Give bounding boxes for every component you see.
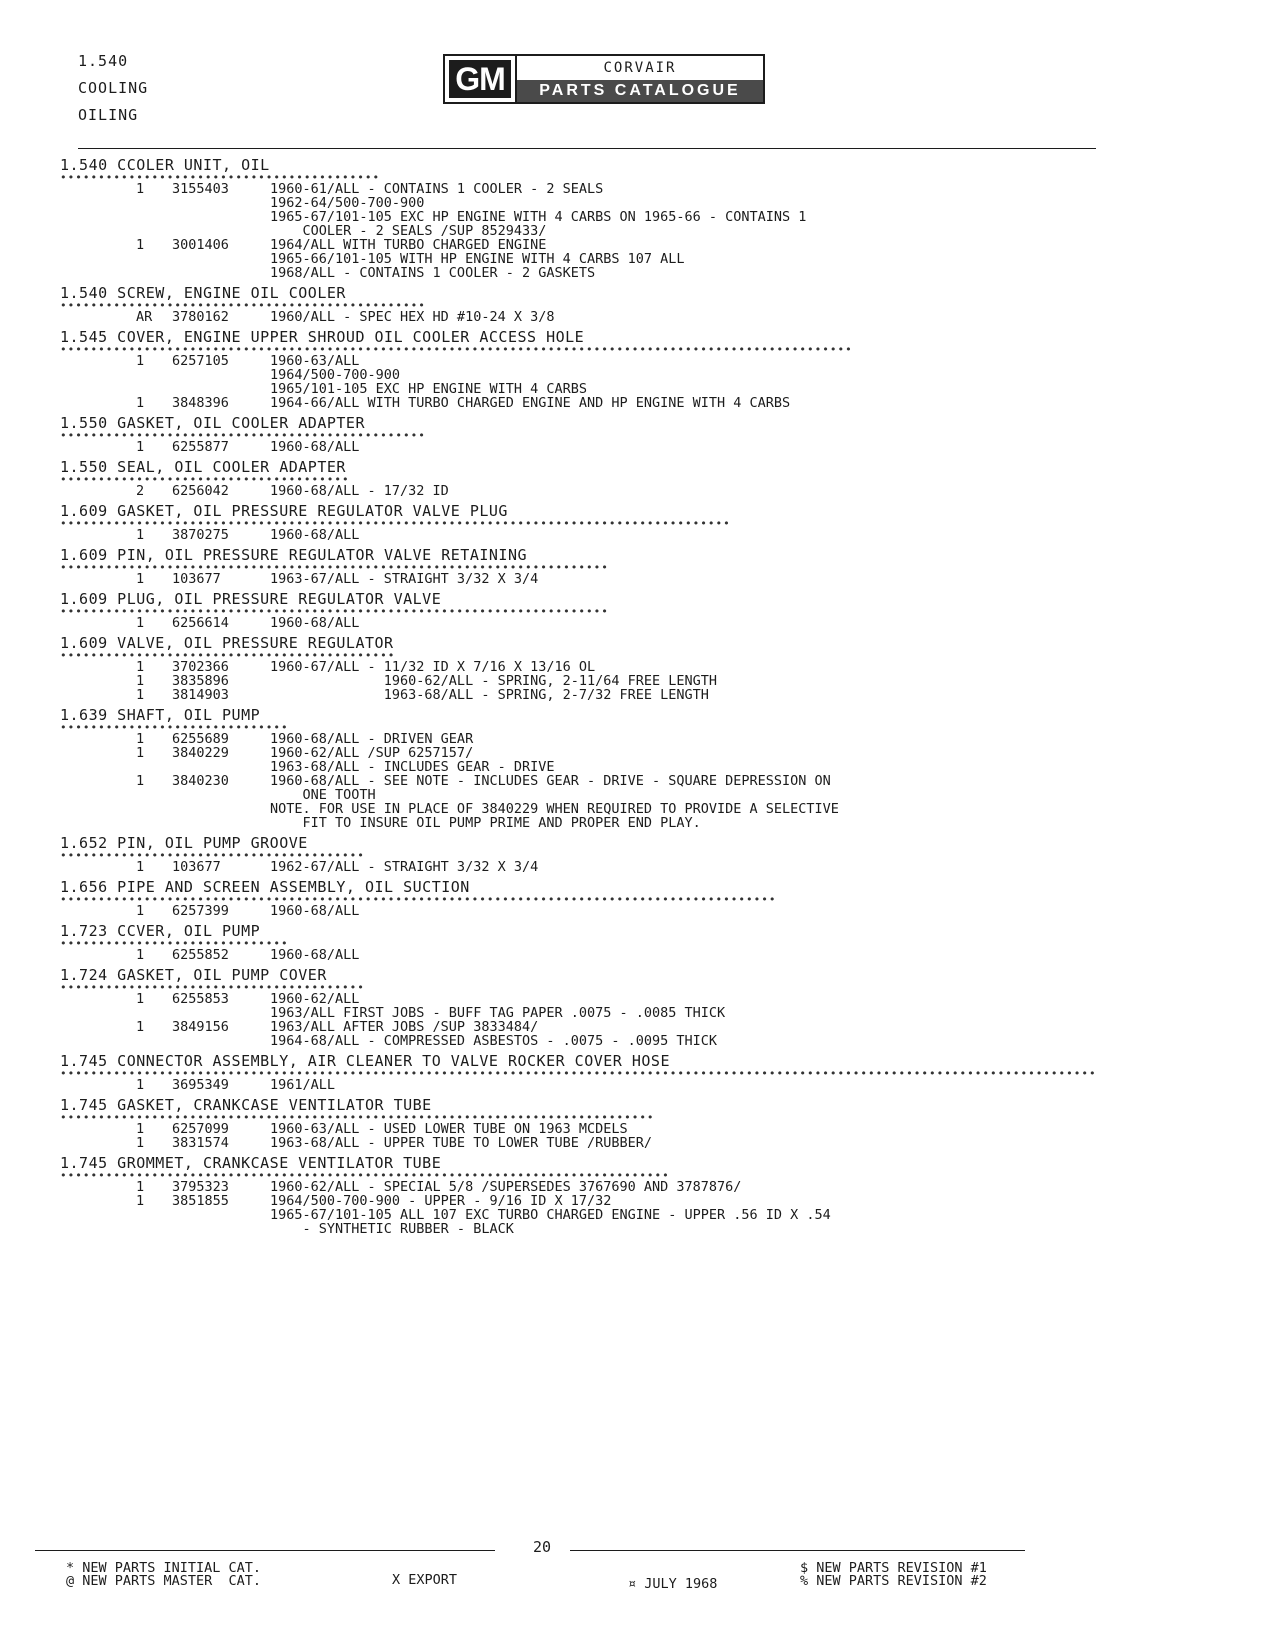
part-quantity: 1 bbox=[136, 903, 145, 919]
dot-leader: •••••••••••••••••••••••••••••••••••••••••• bbox=[60, 174, 381, 182]
page-number: 20 bbox=[533, 1538, 552, 1556]
part-description: COOLER - 2 SEALS /SUP 8529433/ bbox=[270, 223, 547, 239]
section-title: 1.723 CCVER, OIL PUMP bbox=[60, 922, 261, 940]
section-title: 1.652 PIN, OIL PUMP GROOVE bbox=[60, 834, 308, 852]
part-description: NOTE. FOR USE IN PLACE OF 3840229 WHEN REQUIRED TO PROVIDE A SELECTIVE bbox=[270, 801, 839, 817]
dot-leader: •••••••••••••••••••••••••••••• bbox=[60, 940, 289, 948]
part-entry bbox=[60, 368, 1100, 382]
part-number: 3849156 bbox=[172, 1019, 229, 1035]
part-description: FIT TO INSURE OIL PUMP PRIME AND PROPER END PLAY. bbox=[270, 815, 701, 831]
parts-section bbox=[60, 546, 1100, 586]
part-description: 1960-68/ALL - DRIVEN GEAR bbox=[270, 731, 474, 747]
dot-leader: •••••••••••••••••••••••••••••••••••••••••••• bbox=[60, 652, 396, 660]
section-title: 1.540 CCOLER UNIT, OIL bbox=[60, 156, 270, 174]
part-quantity: 1 bbox=[136, 181, 145, 197]
header-group-oiling: OILING bbox=[78, 106, 139, 124]
part-entry bbox=[60, 354, 1100, 368]
part-entry bbox=[60, 688, 1100, 702]
part-number: 3814903 bbox=[172, 687, 229, 703]
part-number: 6255852 bbox=[172, 947, 229, 963]
section-title: 1.639 SHAFT, OIL PUMP bbox=[60, 706, 261, 724]
part-quantity: 1 bbox=[136, 859, 145, 875]
catalogue-title-box bbox=[517, 54, 765, 104]
part-quantity: 1 bbox=[136, 353, 145, 369]
part-entry bbox=[60, 816, 1100, 830]
parts-section bbox=[60, 1096, 1100, 1150]
part-number: 3840230 bbox=[172, 773, 229, 789]
part-description: 1960-62/ALL - SPECIAL 5/8 /SUPERSEDES 3767690 AND 3787876/ bbox=[270, 1179, 742, 1195]
part-quantity: 1 bbox=[136, 527, 145, 543]
section-title: 1.609 GASKET, OIL PRESSURE REGULATOR VALVE PLUG bbox=[60, 502, 508, 520]
part-entry bbox=[60, 1034, 1100, 1048]
part-entry bbox=[60, 992, 1100, 1006]
legend-revision-2: % NEW PARTS REVISION #2 bbox=[800, 1573, 987, 1589]
catalogue-title: PARTS CATALOGUE bbox=[517, 80, 763, 102]
part-quantity: 1 bbox=[136, 1121, 145, 1137]
brand-title: CORVAIR bbox=[603, 60, 677, 76]
parts-section bbox=[60, 502, 1100, 542]
dot-leader: •••••••••••••••••••••••••••••••••••••• bbox=[60, 476, 350, 484]
part-description: 1962-67/ALL - STRAIGHT 3/32 X 3/4 bbox=[270, 859, 539, 875]
parts-section bbox=[60, 328, 1100, 410]
part-entry bbox=[60, 802, 1100, 816]
part-number: 3001406 bbox=[172, 237, 229, 253]
part-entry bbox=[60, 1122, 1100, 1136]
dot-leader: •••••••••••••••••••••••••••••••••••••••••••••••••••••••••••••••••••••••••••••••• bbox=[60, 1172, 670, 1180]
part-description: 1963-67/ALL - STRAIGHT 3/32 X 3/4 bbox=[270, 571, 539, 587]
part-entry bbox=[60, 616, 1100, 630]
part-entry bbox=[60, 732, 1100, 746]
part-number: 3155403 bbox=[172, 181, 229, 197]
part-quantity: 1 bbox=[136, 237, 145, 253]
part-number: 6256042 bbox=[172, 483, 229, 499]
part-entry bbox=[60, 382, 1100, 396]
part-entry bbox=[60, 774, 1100, 788]
part-entry bbox=[60, 1194, 1100, 1208]
parts-section bbox=[60, 834, 1100, 874]
part-quantity: 1 bbox=[136, 687, 145, 703]
part-quantity: 2 bbox=[136, 483, 145, 499]
part-description: 1964/500-700-900 bbox=[270, 367, 401, 383]
header-divider bbox=[78, 148, 1096, 149]
part-entry bbox=[60, 860, 1100, 874]
part-quantity: 1 bbox=[136, 439, 145, 455]
parts-section bbox=[60, 156, 1100, 280]
dot-leader: •••••••••••••••••••••••••••••••••••••••••••••••••••••••••••••••••••••••••••••••••••••••• bbox=[60, 520, 731, 528]
part-quantity: 1 bbox=[136, 947, 145, 963]
part-entry bbox=[60, 266, 1100, 280]
part-number: 6257105 bbox=[172, 353, 229, 369]
part-entry bbox=[60, 948, 1100, 962]
part-description: 1963-68/ALL - SPRING, 2-7/32 FREE LENGTH bbox=[270, 687, 709, 703]
dot-leader: •••••••••••••••••••••••••••••••••••••••••••••••••••••••••••••••••••••••••••••• bbox=[60, 1114, 655, 1122]
part-description: 1960-68/ALL bbox=[270, 527, 360, 543]
part-entry bbox=[60, 572, 1100, 586]
part-entry bbox=[60, 1180, 1100, 1194]
part-number: 6255689 bbox=[172, 731, 229, 747]
part-quantity: 1 bbox=[136, 1193, 145, 1209]
footer-divider-left bbox=[35, 1550, 495, 1551]
part-quantity: 1 bbox=[136, 1135, 145, 1151]
part-description: 1960-63/ALL bbox=[270, 353, 360, 369]
part-entry bbox=[60, 1136, 1100, 1150]
parts-section bbox=[60, 706, 1100, 830]
section-title: 1.545 COVER, ENGINE UPPER SHROUD OIL COOLER ACCESS HOLE bbox=[60, 328, 585, 346]
section-title: 1.540 SCREW, ENGINE OIL COOLER bbox=[60, 284, 346, 302]
header-section-number: 1.540 bbox=[78, 52, 129, 70]
part-number: 3695349 bbox=[172, 1077, 229, 1093]
parts-section bbox=[60, 1154, 1100, 1236]
part-quantity: 1 bbox=[136, 1179, 145, 1195]
part-number: 3831574 bbox=[172, 1135, 229, 1151]
part-number: 3780162 bbox=[172, 309, 229, 325]
header-section-info bbox=[78, 48, 148, 129]
part-description: 1961/ALL bbox=[270, 1077, 336, 1093]
part-number: 3840229 bbox=[172, 745, 229, 761]
part-description: 1960-62/ALL /SUP 6257157/ bbox=[270, 745, 474, 761]
part-quantity: 1 bbox=[136, 773, 145, 789]
part-entry bbox=[60, 196, 1100, 210]
part-number: 6257399 bbox=[172, 903, 229, 919]
part-number: 3795323 bbox=[172, 1179, 229, 1195]
part-entry bbox=[60, 224, 1100, 238]
dot-leader: •••••••••••••••••••••••••••••••••••••••••••••••• bbox=[60, 432, 426, 440]
part-description: 1964-68/ALL - COMPRESSED ASBESTOS - .0075 - .0095 THICK bbox=[270, 1033, 718, 1049]
part-number: 3702366 bbox=[172, 659, 229, 675]
part-description: 1965-67/101-105 EXC HP ENGINE WITH 4 CARBS ON 1965-66 - CONTAINS 1 bbox=[270, 209, 807, 225]
section-title: 1.550 GASKET, OIL COOLER ADAPTER bbox=[60, 414, 365, 432]
part-quantity: 1 bbox=[136, 991, 145, 1007]
part-description: 1965-66/101-105 WITH HP ENGINE WITH 4 CARBS 107 ALL bbox=[270, 251, 685, 267]
part-quantity: 1 bbox=[136, 673, 145, 689]
part-description: 1960-61/ALL - CONTAINS 1 COOLER - 2 SEALS bbox=[270, 181, 604, 197]
legend-export: X EXPORT bbox=[392, 1572, 458, 1588]
dot-leader: •••••••••••••••••••••••••••••••••••••••••••••••••••••••••••••••••••••••••••••••••••••••••••••••••••••••••••••••••••••••••••••••••••••••• bbox=[60, 1070, 1097, 1078]
dot-leader: •••••••••••••••••••••••••••••••••••••••• bbox=[60, 984, 365, 992]
gm-corvair-logo bbox=[443, 54, 765, 104]
part-description: 1960-68/ALL bbox=[270, 615, 360, 631]
part-entry bbox=[60, 1006, 1100, 1020]
part-description: 1963-68/ALL - UPPER TUBE TO LOWER TUBE /RUBBER/ bbox=[270, 1135, 653, 1151]
part-entry bbox=[60, 528, 1100, 542]
part-entry bbox=[60, 760, 1100, 774]
header-group-cooling: COOLING bbox=[78, 79, 149, 97]
part-description: 1960-68/ALL - 17/32 ID bbox=[270, 483, 449, 499]
part-number: 3851855 bbox=[172, 1193, 229, 1209]
parts-section bbox=[60, 922, 1100, 962]
part-entry bbox=[60, 440, 1100, 454]
part-number: 103677 bbox=[172, 859, 221, 875]
dot-leader: •••••••••••••••••••••••••••••••••••••••••••••••• bbox=[60, 302, 426, 310]
part-entry bbox=[60, 746, 1100, 760]
dot-leader: •••••••••••••••••••••••••••••••••••••••••••••••••••••••••••••••••••••••• bbox=[60, 564, 609, 572]
parts-section bbox=[60, 966, 1100, 1048]
part-description: 1963-68/ALL - INCLUDES GEAR - DRIVE bbox=[270, 759, 555, 775]
part-quantity: 1 bbox=[136, 615, 145, 631]
part-entry bbox=[60, 310, 1100, 324]
parts-section bbox=[60, 634, 1100, 702]
section-title: 1.745 CONNECTOR ASSEMBLY, AIR CLEANER TO VALVE ROCKER COVER HOSE bbox=[60, 1052, 670, 1070]
part-entry bbox=[60, 1222, 1100, 1236]
section-title: 1.656 PIPE AND SCREEN ASSEMBLY, OIL SUCTION bbox=[60, 878, 470, 896]
part-entry bbox=[60, 182, 1100, 196]
part-entry bbox=[60, 252, 1100, 266]
part-number: 3848396 bbox=[172, 395, 229, 411]
section-title: 1.745 GASKET, CRANKCASE VENTILATOR TUBE bbox=[60, 1096, 432, 1114]
parts-section bbox=[60, 590, 1100, 630]
dot-leader: •••••••••••••••••••••••••••••••••••••••••••••••••••••••••••••••••••••••• bbox=[60, 608, 609, 616]
part-description: 1960-68/ALL bbox=[270, 947, 360, 963]
legend-revision-1: $ NEW PARTS REVISION #1 bbox=[800, 1560, 987, 1576]
part-number: 103677 bbox=[172, 571, 221, 587]
parts-section bbox=[60, 878, 1100, 918]
parts-section bbox=[60, 1052, 1100, 1092]
parts-section bbox=[60, 414, 1100, 454]
part-entry bbox=[60, 1208, 1100, 1222]
section-title: 1.724 GASKET, OIL PUMP COVER bbox=[60, 966, 327, 984]
part-description: 1960/ALL - SPEC HEX HD #10-24 X 3/8 bbox=[270, 309, 555, 325]
part-description: 1965-67/101-105 ALL 107 EXC TURBO CHARGED ENGINE - UPPER .56 ID X .54 bbox=[270, 1207, 831, 1223]
part-quantity: 1 bbox=[136, 571, 145, 587]
catalogue-date: ¤ JULY 1968 bbox=[628, 1576, 718, 1592]
part-description: 1960-62/ALL bbox=[270, 991, 360, 1007]
part-quantity: 1 bbox=[136, 731, 145, 747]
legend-new-initial: * NEW PARTS INITIAL CAT. bbox=[66, 1560, 262, 1576]
part-description: 1960-63/ALL - USED LOWER TUBE ON 1963 MCDELS bbox=[270, 1121, 628, 1137]
part-quantity: AR bbox=[136, 309, 153, 325]
parts-section bbox=[60, 284, 1100, 324]
part-number: 6255877 bbox=[172, 439, 229, 455]
part-number: 3870275 bbox=[172, 527, 229, 543]
part-entry bbox=[60, 788, 1100, 802]
part-quantity: 1 bbox=[136, 1019, 145, 1035]
part-number: 6255853 bbox=[172, 991, 229, 1007]
part-quantity: 1 bbox=[136, 395, 145, 411]
parts-section bbox=[60, 458, 1100, 498]
part-number: 6257099 bbox=[172, 1121, 229, 1137]
part-description: 1963/ALL FIRST JOBS - BUFF TAG PAPER .0075 - .0085 THICK bbox=[270, 1005, 726, 1021]
part-entry bbox=[60, 210, 1100, 224]
section-title: 1.609 PLUG, OIL PRESSURE REGULATOR VALVE bbox=[60, 590, 442, 608]
part-quantity: 1 bbox=[136, 659, 145, 675]
part-description: 1960-62/ALL - SPRING, 2-11/64 FREE LENGTH bbox=[270, 673, 718, 689]
part-entry bbox=[60, 396, 1100, 410]
section-title: 1.745 GROMMET, CRANKCASE VENTILATOR TUBE bbox=[60, 1154, 442, 1172]
part-entry bbox=[60, 238, 1100, 252]
part-entry bbox=[60, 1020, 1100, 1034]
part-description: 1960-68/ALL bbox=[270, 903, 360, 919]
part-description: - SYNTHETIC RUBBER - BLACK bbox=[270, 1221, 514, 1237]
part-number: 6256614 bbox=[172, 615, 229, 631]
dot-leader: •••••••••••••••••••••••••••••••••••••••• bbox=[60, 852, 365, 860]
part-description: 1963/ALL AFTER JOBS /SUP 3833484/ bbox=[270, 1019, 539, 1035]
part-entry bbox=[60, 660, 1100, 674]
part-description: 1960-67/ALL - 11/32 ID X 7/16 X 13/16 OL bbox=[270, 659, 596, 675]
part-entry bbox=[60, 484, 1100, 498]
part-description: 1964/500-700-900 - UPPER - 9/16 ID X 17/32 bbox=[270, 1193, 612, 1209]
part-description: 1964/ALL WITH TURBO CHARGED ENGINE bbox=[270, 237, 547, 253]
part-entry bbox=[60, 1078, 1100, 1092]
part-entry bbox=[60, 674, 1100, 688]
part-description: 1960-68/ALL bbox=[270, 439, 360, 455]
part-description: 1960-68/ALL - SEE NOTE - INCLUDES GEAR - DRIVE - SQUARE DEPRESSION ON bbox=[270, 773, 831, 789]
part-description: ONE TOOTH bbox=[270, 787, 376, 803]
section-title: 1.609 VALVE, OIL PRESSURE REGULATOR bbox=[60, 634, 394, 652]
gm-logo-text: GM bbox=[449, 60, 511, 98]
legend-new-master: @ NEW PARTS MASTER CAT. bbox=[66, 1573, 262, 1589]
dot-leader: •••••••••••••••••••••••••••••••••••••••••••••••••••••••••••••••••••••••••••••••••••••••••••••••••••••••• bbox=[60, 346, 853, 354]
footer-divider-right bbox=[570, 1550, 1025, 1551]
part-description: 1968/ALL - CONTAINS 1 COOLER - 2 GASKETS bbox=[270, 265, 596, 281]
part-description: 1962-64/500-700-900 bbox=[270, 195, 425, 211]
dot-leader: •••••••••••••••••••••••••••••• bbox=[60, 724, 289, 732]
parts-list bbox=[60, 152, 1100, 1236]
part-quantity: 1 bbox=[136, 745, 145, 761]
part-description: 1965/101-105 EXC HP ENGINE WITH 4 CARBS bbox=[270, 381, 587, 397]
gm-logo-box bbox=[443, 54, 517, 104]
dot-leader: •••••••••••••••••••••••••••••••••••••••••••••••••••••••••••••••••••••••••••••••••••••••••••••• bbox=[60, 896, 777, 904]
part-entry bbox=[60, 904, 1100, 918]
part-quantity: 1 bbox=[136, 1077, 145, 1093]
section-title: 1.609 PIN, OIL PRESSURE REGULATOR VALVE RETAINING bbox=[60, 546, 528, 564]
part-number: 3835896 bbox=[172, 673, 229, 689]
part-description: 1964-66/ALL WITH TURBO CHARGED ENGINE AND HP ENGINE WITH 4 CARBS bbox=[270, 395, 791, 411]
section-title: 1.550 SEAL, OIL COOLER ADAPTER bbox=[60, 458, 346, 476]
